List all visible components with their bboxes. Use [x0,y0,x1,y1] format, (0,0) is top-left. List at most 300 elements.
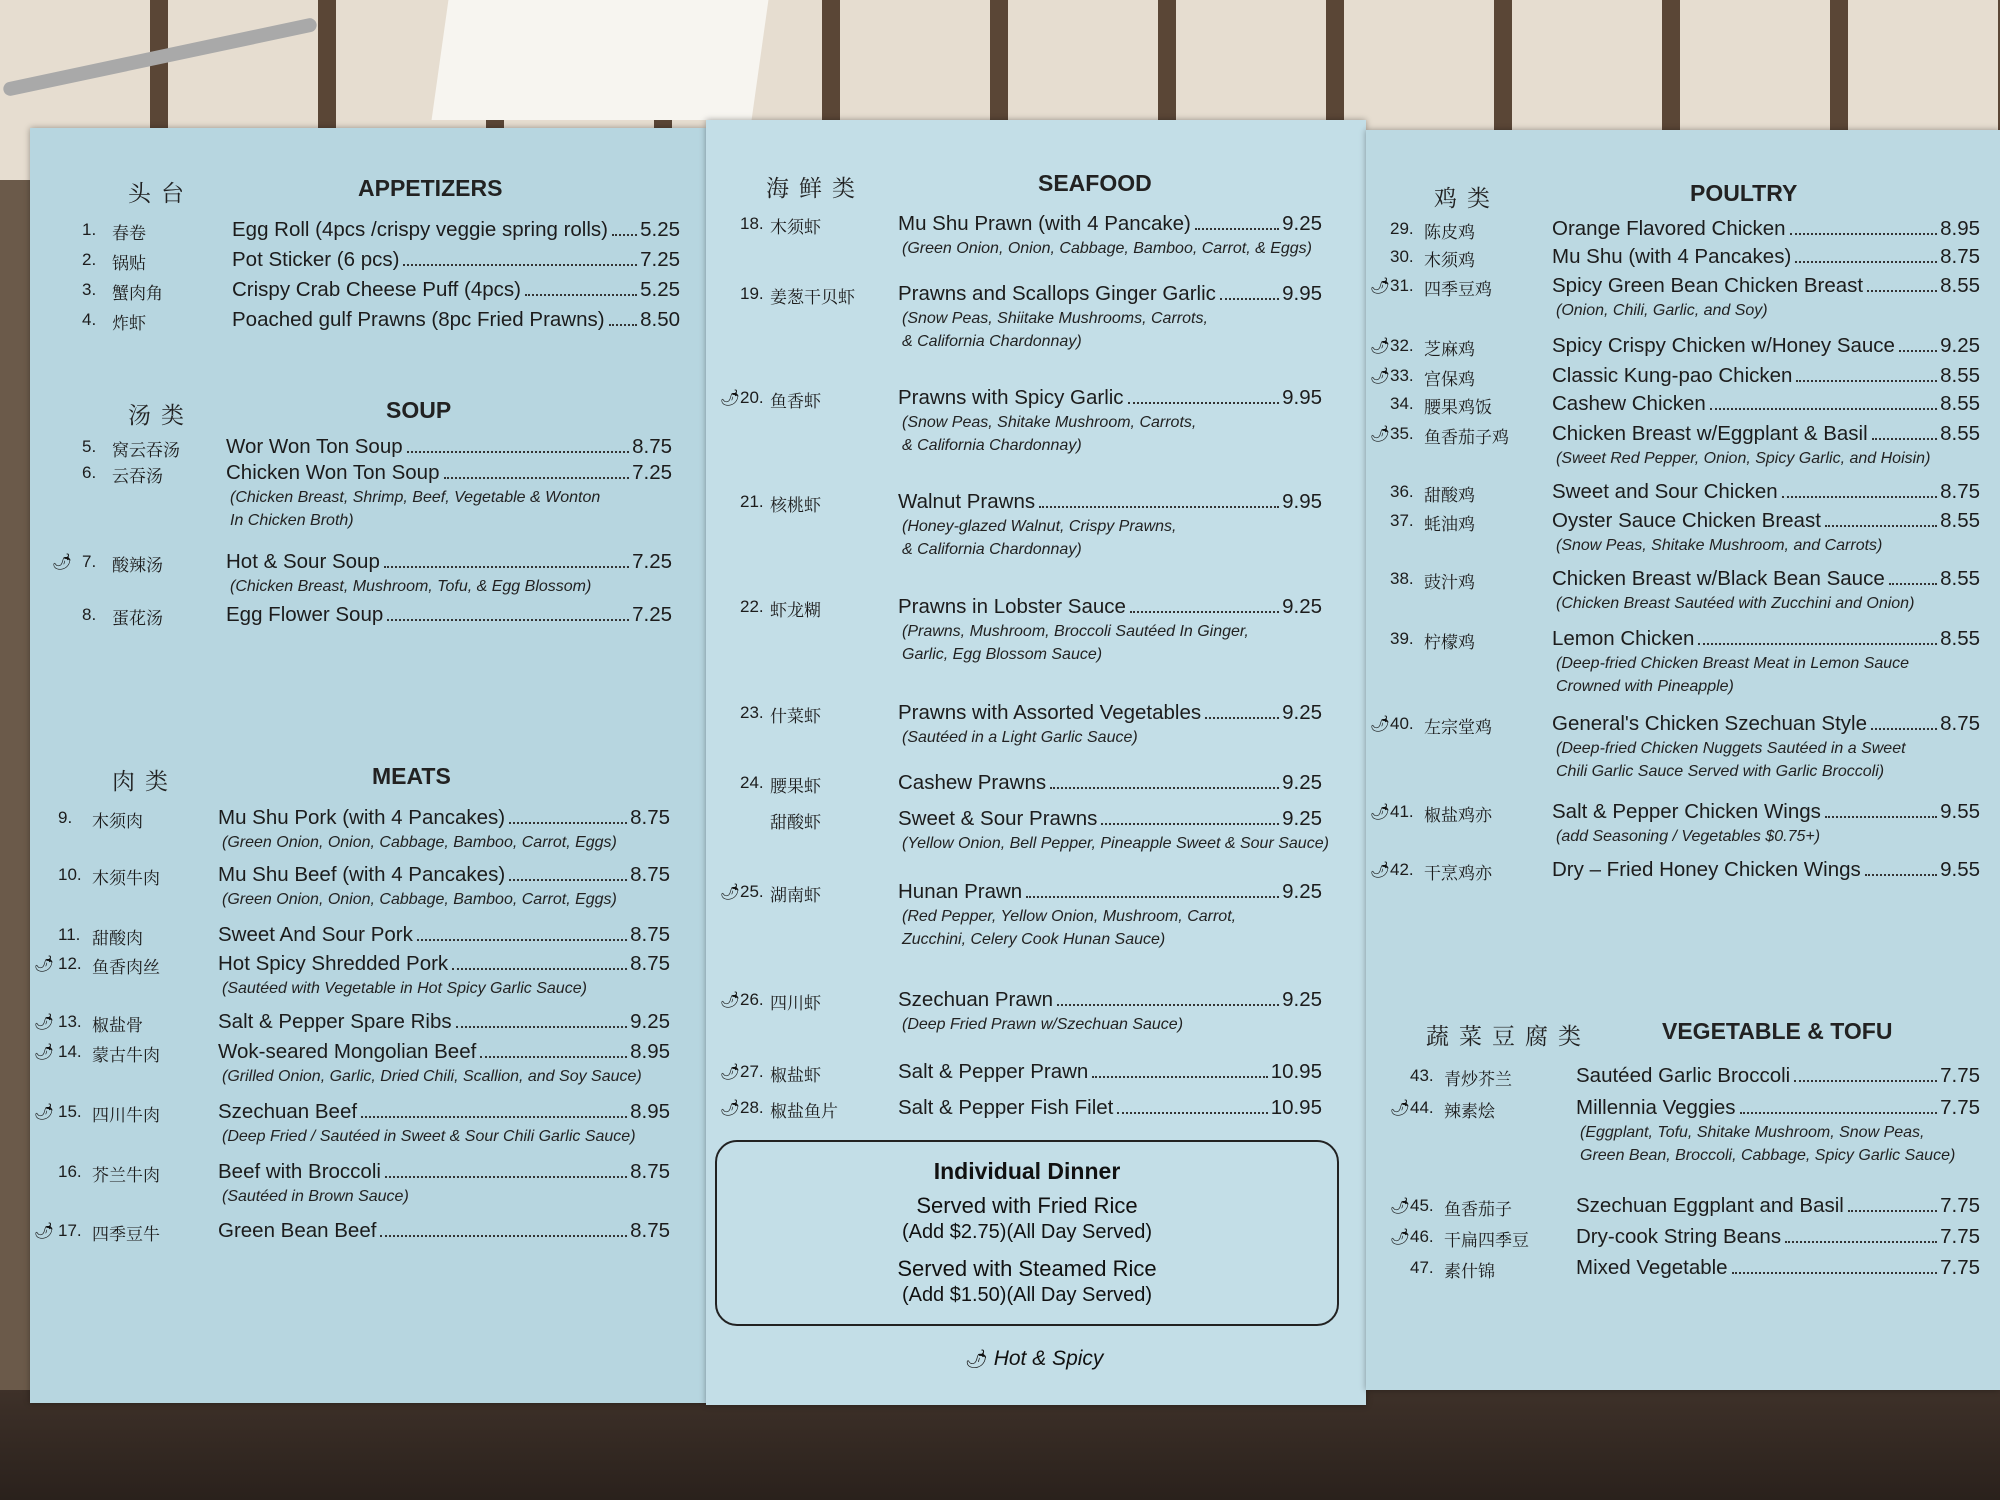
dot-leader [1710,408,1937,410]
item-price: 8.55 [1940,364,1980,387]
item-chinese-name: 四川牛肉 [92,1106,160,1126]
item-chinese-name: 腰果鸡饭 [1424,398,1492,418]
item-number: 38. [1390,569,1414,588]
dinner-title: Individual Dinner [933,1158,1121,1184]
section-title: MEATS [372,763,451,789]
item-name: Wok-seared Mongolian Beef [218,1040,477,1063]
item-price: 9.25 [1282,880,1322,903]
item-price: 8.75 [630,923,670,946]
item-name: Szechuan Beef [218,1100,358,1123]
item-name: Cashew Prawns [898,771,1047,794]
item-name: Dry-cook String Beans [1576,1225,1782,1248]
legend-label: Hot & Spicy [993,1347,1104,1370]
item-name-line [1576,1064,1980,1088]
item-name: Chicken Breast w/Eggplant & Basil [1552,422,1868,445]
item-chinese-name: 青炒芥兰 [1444,1070,1512,1090]
dot-leader [1790,233,1938,235]
item-name: Orange Flavored Chicken [1552,217,1786,240]
item-name: Prawns in Lobster Sauce [898,595,1126,618]
menu-item [0,480,2000,506]
item-chinese-name: 辣素烩 [1444,1102,1495,1122]
item-name-line [1576,1256,1980,1280]
item-number: 22. [740,597,764,616]
item-name: Sweet And Sour Pork [218,923,413,946]
item-chinese-name: 芝麻鸡 [1424,340,1475,360]
item-name-line [218,952,670,976]
item-name-line [1552,627,1980,651]
item-description: (Chicken Breast Sautéed with Zucchini and Onion) [1556,595,1915,612]
item-chinese-name: 窝云吞汤 [112,441,180,461]
menu-item [0,988,2000,1014]
item-description: (Sautéed in Brown Sauce) [222,1188,409,1205]
item-description: (Chicken Breast, Shrimp, Beef, Vegetable & Wonton [230,489,601,506]
section-cn-title: 头台 [128,181,194,207]
item-number: 29. [1390,219,1414,238]
item-number: 41. [1390,802,1414,821]
item-price: 8.55 [1940,627,1980,650]
item-name: Mu Shu (with 4 Pancakes) [1552,245,1792,268]
item-name-line [1552,509,1980,533]
item-price: 5.25 [640,218,680,241]
chili-pepper-icon: 🌶︎ [720,992,741,1009]
item-description: (add Seasoning / Vegetables $0.75+) [1556,828,1821,845]
item-name: Chicken Won Ton Soup [226,461,440,484]
item-name: Egg Flower Soup [226,603,384,626]
item-price: 8.75 [1940,245,1980,268]
item-chinese-name: 蒙古牛肉 [92,1046,160,1066]
item-name: Walnut Prawns [898,490,1036,513]
item-chinese-name: 四川虾 [770,994,821,1014]
item-number: 28. [740,1098,764,1117]
item-chinese-name: 核桃虾 [770,496,821,516]
menu-item [0,245,2000,271]
dot-leader [1795,261,1937,263]
item-number: 43. [1410,1066,1434,1085]
section-title: SOUP [386,397,452,423]
item-name: Beef with Broccoli [218,1160,381,1183]
item-description: & California Chardonnay) [902,437,1082,454]
item-name-line [898,771,1322,795]
item-name-line [1552,858,1980,882]
item-price: 9.55 [1940,858,1980,881]
item-chinese-name: 蚝油鸡 [1424,515,1475,535]
dot-leader [1732,1272,1938,1274]
item-price: 8.75 [630,1160,670,1183]
item-chinese-name: 酸辣汤 [112,556,163,576]
menu-item [0,1096,2000,1122]
menu-item [0,334,2000,360]
item-name: Prawns and Scallops Ginger Garlic [898,282,1216,305]
item-number: 33. [1390,366,1414,385]
item-chinese-name: 椒盐鱼片 [770,1102,838,1122]
item-name: Hunan Prawn [898,880,1023,903]
item-description: (Snow Peas, Shitake Mushroom, Carrots, [902,414,1197,431]
item-number: 8. [82,605,97,624]
item-name: Salt & Pepper Chicken Wings [1552,800,1821,823]
item-name-line [218,923,670,947]
chili-pepper-icon: 🌶︎ [34,1044,55,1061]
item-name: Spicy Green Bean Chicken Breast [1552,274,1864,297]
item-chinese-name: 柠檬鸡 [1424,633,1475,653]
chili-pepper-icon: 🌶︎ [34,1104,55,1121]
item-description: (Grilled Onion, Garlic, Dried Chili, Scallion, and Soy Sauce) [222,1068,642,1085]
chili-pepper-icon: 🌶︎ [1370,426,1391,443]
steamed-rice-price: (Add $1.50)(All Day Served) [901,1284,1153,1306]
item-name: Hot Spicy Shredded Pork [218,952,449,975]
item-description: (Deep-fried Chicken Nuggets Sautéed in a Sweet [1556,740,1906,757]
item-description: Garlic, Egg Blossom Sauce) [902,646,1103,663]
item-number: 10. [58,865,82,884]
item-name: Salt & Pepper Prawn [898,1060,1089,1083]
chili-pepper-icon: 🌶︎ [1370,278,1391,295]
item-description: Green Bean, Broccoli, Cabbage, Spicy Garlic Sauce) [1580,1147,1956,1164]
item-number: 30. [1390,247,1414,266]
item-name-line [1576,1194,1980,1218]
item-number: 39. [1390,629,1414,648]
item-name-line [1552,480,1980,504]
item-number: 12. [58,954,82,973]
item-chinese-name: 椒盐虾 [770,1066,821,1086]
chili-pepper-icon: 🌶︎ [34,1223,55,1240]
dot-leader [1872,438,1937,440]
item-name: Hot & Sour Soup [226,550,380,573]
item-price: 9.25 [1282,771,1322,794]
item-name: Szechuan Eggplant and Basil [1576,1194,1844,1217]
item-description: (Snow Peas, Shiitake Mushrooms, Carrots, [902,310,1208,327]
item-name-line [1552,245,1980,269]
item-description: (Sautéed in a Light Garlic Sauce) [902,729,1138,746]
item-number: 7. [82,552,97,571]
dot-leader [1899,350,1937,352]
item-price: 7.25 [632,603,672,626]
dot-leader [1796,380,1937,382]
item-name: Cashew Chicken [1552,392,1706,415]
item-description: & California Chardonnay) [902,541,1082,558]
section-cn-title: 汤类 [128,403,194,429]
item-number: 17. [58,1221,82,1240]
dot-leader [480,1056,627,1058]
item-chinese-name: 干烹鸡亦 [1424,864,1492,884]
item-description: (Green Onion, Onion, Cabbage, Bamboo, Carrot, Eggs) [222,891,617,908]
item-name: Mu Shu Prawn (with 4 Pancake) [898,212,1191,235]
item-chinese-name: 四季豆鸡 [1424,280,1492,300]
item-number: 3. [82,280,97,299]
item-price: 8.75 [630,1219,670,1242]
item-name: Prawns with Spicy Garlic [898,386,1124,409]
dot-leader [1865,874,1937,876]
item-number: 47. [1410,1258,1434,1277]
item-chinese-name: 椒盐鸡亦 [1424,806,1492,826]
item-description: (Honey-glazed Walnut, Crispy Prawns, [902,518,1177,535]
item-name: General's Chicken Szechuan Style [1552,712,1867,735]
item-price: 8.55 [1940,274,1980,297]
item-number: 6. [82,463,97,482]
dot-leader [456,1026,627,1028]
chili-pepper-icon: 🌶︎ [1370,368,1391,385]
item-name: Poached gulf Prawns (8pc Fried Prawns) [232,308,605,331]
item-chinese-name: 鱼香虾 [770,392,821,412]
item-number: 1. [82,220,97,239]
dot-leader [1785,1241,1937,1243]
item-description: Crowned with Pineapple) [1556,678,1734,695]
chili-pepper-icon: 🌶︎ [1390,1198,1411,1215]
item-chinese-name: 蛋花汤 [112,609,163,629]
dot-leader [1889,583,1937,585]
section-title: SEAFOOD [1038,170,1152,196]
item-name: Millennia Veggies [1576,1096,1736,1119]
item-name: Mu Shu Pork (with 4 Pancakes) [218,806,506,829]
dot-leader [609,324,638,326]
menu-item [0,800,2000,826]
item-name: Mixed Vegetable [1576,1256,1728,1279]
dot-leader [1057,1004,1279,1006]
dot-leader [417,939,627,941]
section-cn-title: 蔬菜豆腐类 [1426,1024,1591,1050]
item-chinese-name: 木须虾 [770,218,821,238]
dot-leader [407,451,629,453]
item-price: 7.75 [1940,1064,1980,1087]
item-chinese-name: 木须牛肉 [92,869,160,889]
item-name-line [1552,364,1980,388]
item-chinese-name: 木须肉 [92,812,143,832]
item-number: 46. [1410,1227,1434,1246]
menu-item [0,509,2000,535]
item-name: Mu Shu Beef (with 4 Pancakes) [218,863,506,886]
item-chinese-name: 虾龙糊 [770,601,821,621]
item-number: 19. [740,284,764,303]
dot-leader [452,968,627,970]
item-number: 26. [740,990,764,1009]
chili-pepper-icon: 🌶︎ [1370,804,1391,821]
section-title: POULTRY [1690,180,1798,206]
item-price: 8.55 [1940,567,1980,590]
item-description: (Red Pepper, Yellow Onion, Mushroom, Carrot, [902,908,1237,925]
item-name: Prawns with Assorted Vegetables [898,701,1202,724]
item-price: 8.50 [640,308,680,331]
item-chinese-name: 春卷 [112,224,146,244]
item-number: 5. [82,437,97,456]
fried-rice-line: Served with Fried Rice [916,1193,1138,1218]
item-number: 23. [740,703,764,722]
chili-pepper-icon: 🌶︎ [720,390,741,407]
dot-leader [1848,1210,1937,1212]
item-description: (Prawns, Mushroom, Broccoli Sautéed In Ginger, [902,623,1249,640]
item-description: (Deep Fried / Sautéed in Sweet & Sour Chili Garlic Sauce) [222,1128,636,1145]
item-price: 9.55 [1940,800,1980,823]
item-price: 7.25 [632,550,672,573]
item-name: Crispy Crab Cheese Puff (4pcs) [232,278,522,301]
chili-pepper-icon: 🌶︎ [1370,338,1391,355]
item-number: 44. [1410,1098,1434,1117]
dot-leader [1698,643,1937,645]
item-number: 21. [740,492,764,511]
item-name-line [1552,334,1980,358]
item-description: In Chicken Broth) [230,512,354,529]
chili-pepper-icon: 🌶︎ [52,554,73,571]
menu-item [0,712,2000,738]
item-price: 9.95 [1282,386,1322,409]
section-cn-title: 肉类 [112,769,178,795]
item-price: 8.95 [630,1040,670,1063]
item-description: (Deep Fried Prawn w/Szechuan Sauce) [902,1016,1184,1033]
item-chinese-name: 椒盐骨 [92,1016,143,1036]
dot-leader [1039,506,1279,508]
item-name-line [1552,217,1980,241]
item-chinese-name: 豉汁鸡 [1424,573,1475,593]
menu-item [0,422,2000,448]
item-chinese-name: 宫保鸡 [1424,370,1475,390]
item-name-line [1552,392,1980,416]
dot-leader [1825,525,1937,527]
item-number: 20. [740,388,764,407]
menu-item [0,274,2000,300]
dot-leader [1794,1080,1937,1082]
item-number: 9. [58,808,73,827]
dot-leader [1026,896,1279,898]
item-description: (Green Onion, Onion, Cabbage, Bamboo, Carrot, & Eggs) [902,240,1312,257]
menu-item [0,364,2000,390]
item-name: Salt & Pepper Fish Filet [898,1096,1114,1119]
item-description: (Deep-fried Chicken Breast Meat in Lemon Sauce [1556,655,1910,672]
menu-item [0,1064,2000,1090]
item-name: Lemon Chicken [1552,627,1695,650]
dot-leader [444,477,630,479]
dot-leader [1050,787,1279,789]
item-name: Szechuan Prawn [898,988,1053,1011]
dot-leader [1871,728,1937,730]
item-price: 5.25 [640,278,680,301]
menu-item [0,567,2000,593]
item-number: 42. [1390,860,1414,879]
item-number: 35. [1390,424,1414,443]
item-price: 8.95 [1940,217,1980,240]
item-price: 8.55 [1940,422,1980,445]
item-name-line [218,1160,670,1184]
item-name: Classic Kung-pao Chicken [1552,364,1793,387]
chili-pepper-icon: 🌶︎ [720,1064,741,1081]
item-price: 9.95 [1282,490,1322,513]
item-description: (Onion, Chili, Garlic, and Soy) [1556,302,1768,319]
item-chinese-name: 锅贴 [112,254,146,274]
item-price: 8.75 [632,435,672,458]
section-title: VEGETABLE & TOFU [1662,1018,1893,1044]
item-description: Chili Garlic Sauce Served with Garlic Broccoli) [1556,763,1885,780]
item-price: 8.55 [1940,392,1980,415]
item-chinese-name: 鱼香肉丝 [92,958,160,978]
section-cn-title: 海鲜类 [766,176,865,202]
item-price: 8.75 [630,952,670,975]
item-price: 10.95 [1270,1060,1322,1083]
item-name: Sweet & Sour Prawns [898,807,1098,830]
item-number: 2. [82,250,97,269]
item-name: Spicy Crispy Chicken w/Honey Sauce [1552,334,1895,357]
item-description: Zucchini, Celery Cook Hunan Sauce) [902,931,1166,948]
item-chinese-name: 甜酸虾 [770,813,821,833]
item-number: 45. [1410,1196,1434,1215]
item-price: 8.75 [630,863,670,886]
item-price: 7.25 [640,248,680,271]
item-price: 9.95 [1282,282,1322,305]
item-number: 32. [1390,336,1414,355]
item-name: Green Bean Beef [218,1219,377,1242]
item-price: 7.25 [632,461,672,484]
item-number: 34. [1390,394,1414,413]
item-description: (Sweet Red Pepper, Onion, Spicy Garlic, and Hoisin) [1556,450,1931,467]
item-chinese-name: 素什锦 [1444,1262,1495,1282]
item-chinese-name: 甜酸肉 [92,929,143,949]
dot-leader [1740,1112,1938,1114]
item-chinese-name: 鱼香茄子鸡 [1424,428,1509,448]
dot-leader [385,1176,627,1178]
item-chinese-name: 鱼香茄子 [1444,1200,1512,1220]
item-number: 14. [58,1042,82,1061]
item-price: 8.75 [1940,480,1980,503]
item-description: (Snow Peas, Shitake Mushroom, and Carrots) [1556,537,1883,554]
item-chinese-name: 腰果虾 [770,777,821,797]
item-chinese-name: 湖南虾 [770,886,821,906]
item-description: (Chicken Breast, Mushroom, Tofu, & Egg Blossom) [230,578,592,595]
item-chinese-name: 蟹肉角 [112,284,163,304]
item-name-line [1552,567,1980,591]
chili-pepper-icon: 🌶︎ [1390,1100,1411,1117]
item-chinese-name: 木须鸡 [1424,251,1475,271]
chili-pepper-icon: 🌶︎ [965,1349,988,1369]
item-price: 9.25 [1282,988,1322,1011]
item-description: (Sautéed with Vegetable in Hot Spicy Garlic Sauce) [222,980,587,997]
menu-item [0,217,2000,243]
item-number: 37. [1390,511,1414,530]
item-name: Dry – Fried Honey Chicken Wings [1552,858,1861,881]
item-price: 9.25 [1282,595,1322,618]
item-number: 40. [1390,714,1414,733]
section-cn-title: 鸡类 [1434,186,1500,212]
item-number: 27. [740,1062,764,1081]
item-description: (Yellow Onion, Bell Pepper, Pineapple Sweet & Sour Sauce) [902,835,1329,852]
item-price: 8.75 [1940,712,1980,735]
item-price: 9.25 [1940,334,1980,357]
item-chinese-name: 四季豆牛 [92,1225,160,1245]
item-number: 16. [58,1162,82,1181]
menu-item [0,858,2000,884]
item-name: Pot Sticker (6 pcs) [232,248,400,271]
item-number: 15. [58,1102,82,1121]
napkin [432,0,769,120]
item-price: 7.75 [1940,1225,1980,1248]
item-name: Sautéed Garlic Broccoli [1576,1064,1791,1087]
dot-leader [1130,611,1279,613]
menu-item [0,952,2000,978]
item-chinese-name: 左宗堂鸡 [1424,718,1492,738]
item-number: 13. [58,1012,82,1031]
item-name-line [1576,1225,1980,1249]
item-name: Wor Won Ton Soup [226,435,403,458]
chili-pepper-icon: 🌶︎ [720,884,741,901]
chili-pepper-icon: 🌶︎ [720,1100,741,1117]
item-price: 9.25 [630,1010,670,1033]
item-chinese-name: 干扁四季豆 [1444,1231,1529,1251]
fried-rice-price: (Add $2.75)(All Day Served) [901,1221,1153,1243]
individual-dinner-box [715,1140,1339,1326]
item-chinese-name: 什菜虾 [770,707,821,727]
item-name-line [1552,274,1980,298]
item-price: 8.75 [630,806,670,829]
item-number: 25. [740,882,764,901]
item-chinese-name: 云吞汤 [112,467,163,487]
item-name-line [232,308,680,332]
item-name: Chicken Breast w/Black Bean Sauce [1552,567,1885,590]
item-number: 24. [740,773,764,792]
item-name-line [1552,422,1980,446]
